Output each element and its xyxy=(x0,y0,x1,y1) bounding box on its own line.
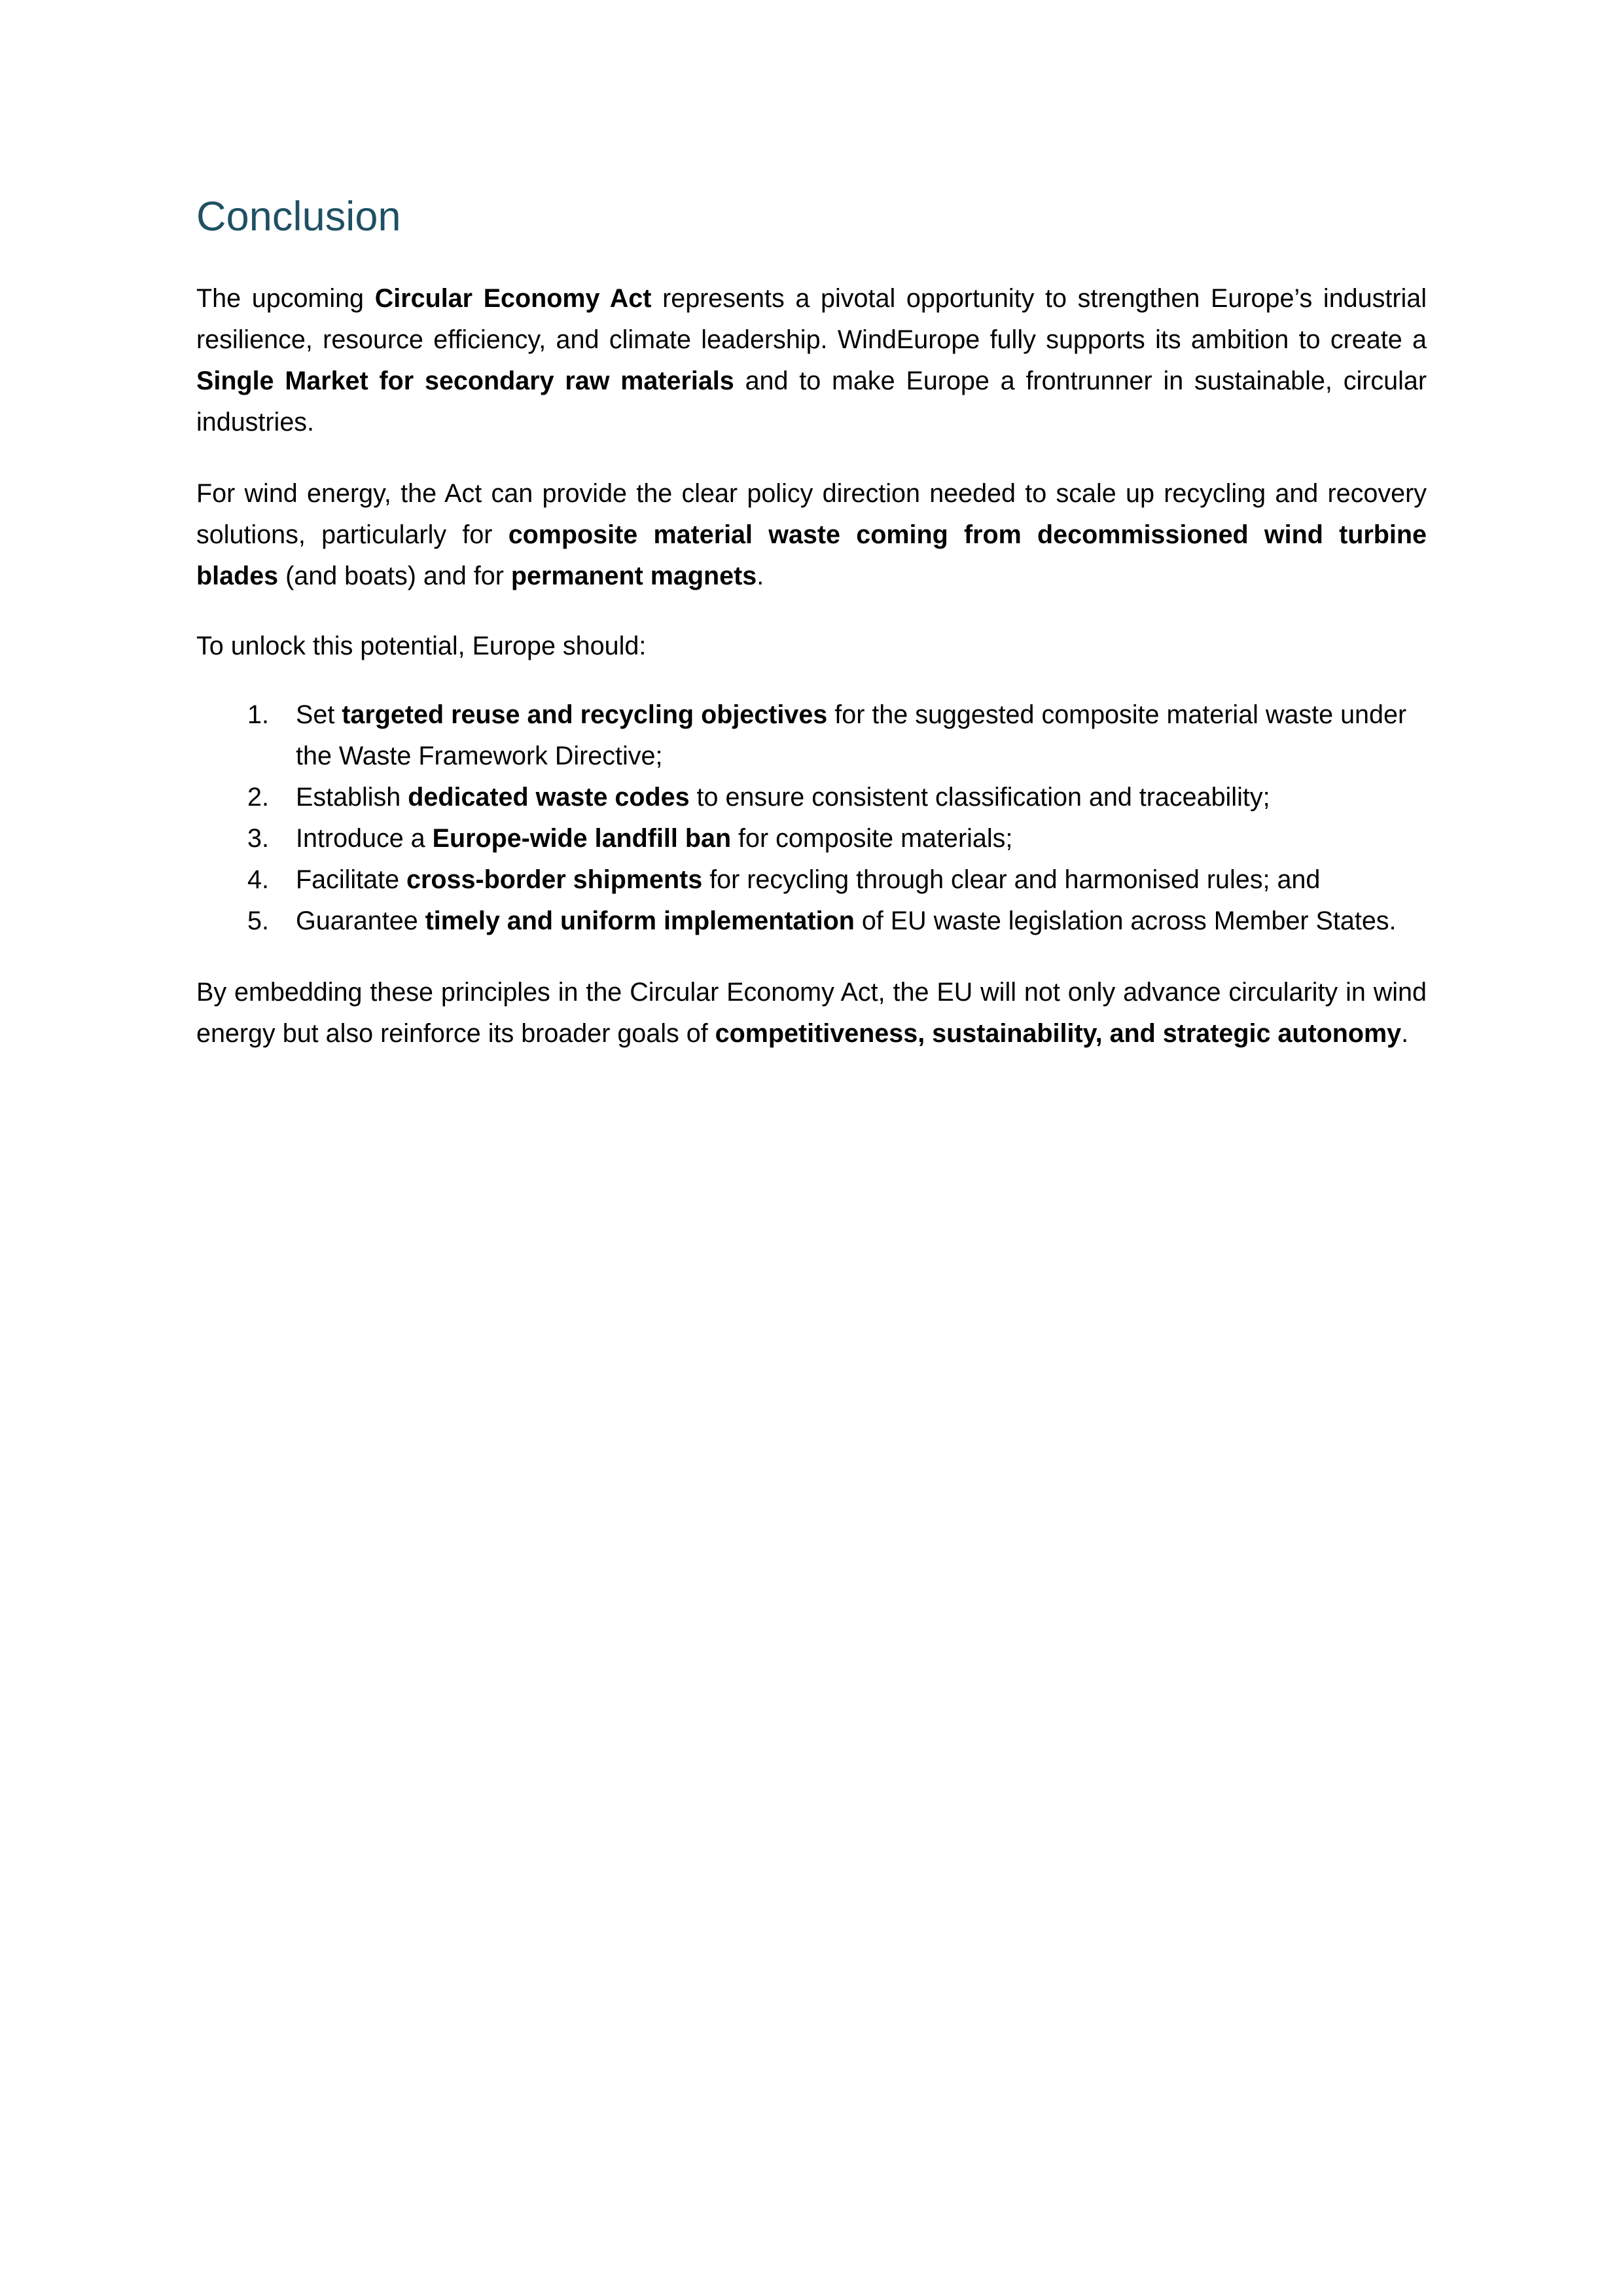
list-item xyxy=(196,694,1427,777)
list-item xyxy=(196,859,1427,901)
text-run: Set xyxy=(296,700,342,729)
text-run: For wind energy, the Act can provide the clear policy direction needed to scale up recycling and recovery solutions, particularly for xyxy=(196,478,1427,549)
text-run-bold: dedicated waste codes xyxy=(408,782,690,812)
text-run: represents a pivotal opportunity to strengthen Europe’s industrial resilience, resource efficiency, and climate leadership. WindEurope fully supports its ambition to create a xyxy=(196,283,1427,354)
text-run: for the suggested composite material waste under the Waste Framework Directive; xyxy=(296,700,1407,770)
text-run: By embedding these principles in the Circular Economy Act, the EU will not only advance circularity in wind energy but also reinforce its broader goals of xyxy=(196,977,1427,1048)
text-run: Guarantee xyxy=(296,906,425,935)
text-run: and to make Europe a frontrunner in sustainable, circular industries. xyxy=(196,366,1427,437)
text-run: of EU waste legislation across Member States. xyxy=(854,906,1397,935)
paragraph-list-intro: To unlock this potential, Europe should: xyxy=(196,631,647,660)
text-run: The upcoming xyxy=(196,283,375,313)
text-run-bold: composite material waste coming from decommissioned wind turbine blades xyxy=(196,520,1427,590)
list-item-text xyxy=(296,777,1427,818)
list-item-number: 4. xyxy=(247,865,269,894)
text-run-bold: Europe-wide landfill ban xyxy=(432,823,732,853)
text-run: Establish xyxy=(296,782,408,812)
paragraph-intro xyxy=(196,278,1427,443)
text-run-bold: timely and uniform implementation xyxy=(425,906,855,935)
paragraph-closing xyxy=(196,972,1427,1054)
recommendations-list xyxy=(196,694,1427,942)
list-item-text xyxy=(296,818,1427,859)
text-run-bold: permanent magnets xyxy=(510,561,757,590)
text-run: to ensure consistent classification and traceability; xyxy=(689,782,1270,812)
text-run-bold: Single Market for secondary raw materials xyxy=(196,366,734,395)
text-run-bold: cross-border shipments xyxy=(406,865,703,894)
list-item-number: 3. xyxy=(247,823,269,853)
list-item-number: 5. xyxy=(247,906,269,935)
list-item xyxy=(196,777,1427,818)
list-item-text xyxy=(296,859,1427,901)
document-body xyxy=(196,194,1427,1054)
text-run-bold: targeted reuse and recycling objectives xyxy=(342,700,828,729)
text-run: . xyxy=(1401,1018,1409,1048)
text-run: for recycling through clear and harmonised rules; and xyxy=(702,865,1321,894)
page-title: Conclusion xyxy=(196,194,401,240)
list-item xyxy=(196,818,1427,859)
text-run: for composite materials; xyxy=(731,823,1013,853)
text-run: Facilitate xyxy=(296,865,407,894)
paragraph-wind-energy xyxy=(196,473,1427,597)
text-run-bold: competitiveness, sustainability, and strategic autonomy xyxy=(715,1018,1402,1048)
text-run: (and boats) and for xyxy=(278,561,511,590)
list-item-text xyxy=(296,694,1427,777)
list-item-text xyxy=(296,901,1427,942)
text-run: Introduce a xyxy=(296,823,433,853)
text-run: . xyxy=(757,561,764,590)
list-item xyxy=(196,901,1427,942)
text-run-bold: Circular Economy Act xyxy=(374,283,652,313)
list-item-number: 2. xyxy=(247,782,269,812)
list-item-number: 1. xyxy=(247,700,269,729)
